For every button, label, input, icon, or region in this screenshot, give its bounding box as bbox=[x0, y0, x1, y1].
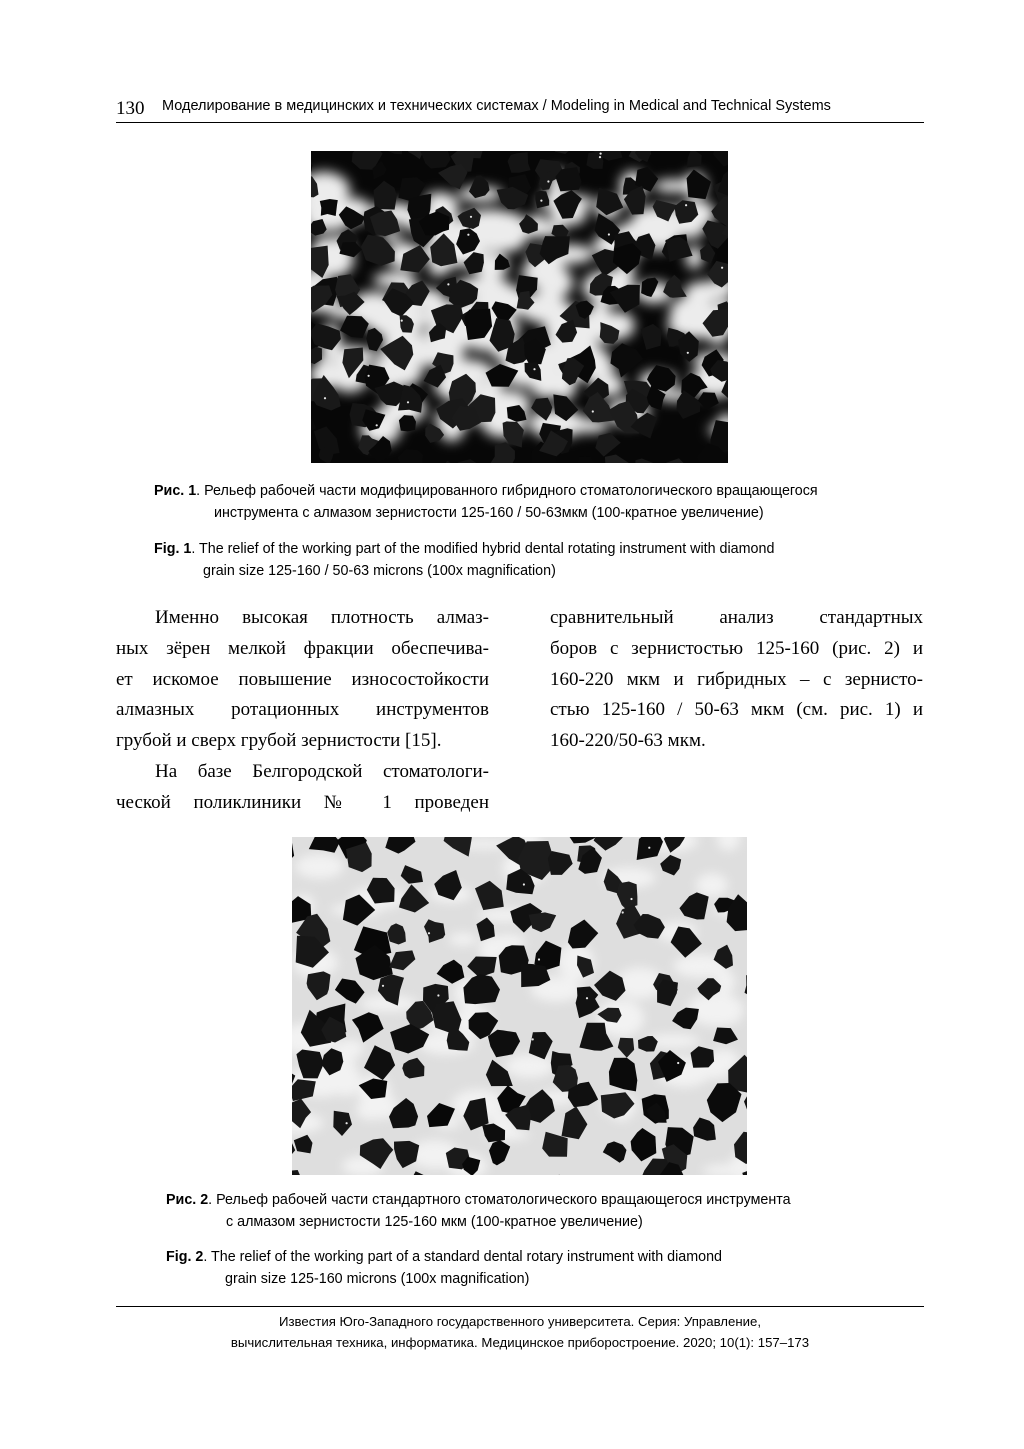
body-text-line: На базе Белгородской стоматологи- bbox=[155, 760, 489, 782]
figure-2-caption-en bbox=[166, 1247, 722, 1290]
body-text-line: ных зёрен мелкой фракции обеспечива- bbox=[116, 637, 489, 659]
body-text-line: сравнительный анализ стандартных bbox=[550, 607, 923, 628]
footer-line-2: вычислительная техника, информатика. Медицинское приборостроение. 2020; 10(1): 157–173 bbox=[230, 1335, 810, 1350]
footer-line-1: Известия Юго-Западного государственного университета. Серия: Управление, bbox=[279, 1314, 761, 1329]
body-text-line: грубой и сверх грубой зернистости [15]. bbox=[116, 730, 442, 752]
figure-1-caption-en-line1: . The relief of the working part of the modified hybrid dental rotating instrument with diamond bbox=[191, 541, 775, 557]
grain-highlight bbox=[608, 233, 610, 235]
figure-1-caption-ru-line2: инструмента с алмазом зернистости 125-160 / 50-63мкм (100-кратное увеличение) bbox=[214, 504, 764, 521]
body-left-column bbox=[116, 603, 489, 819]
grain-highlight bbox=[368, 375, 370, 377]
grain-highlight bbox=[586, 997, 588, 999]
grain-highlight bbox=[599, 156, 601, 158]
diamond-grain bbox=[320, 199, 338, 216]
bond-matrix-region bbox=[484, 239, 522, 251]
grain-highlight bbox=[630, 898, 632, 900]
body-text-line: алмазных ротационных инструментов bbox=[116, 699, 489, 721]
grain-highlight bbox=[428, 932, 430, 934]
body-text-line: Именно высокая плотность алмаз- bbox=[155, 607, 489, 628]
figure-1-caption-ru bbox=[154, 481, 818, 524]
grain-highlight bbox=[538, 958, 540, 960]
grain-highlight bbox=[447, 283, 449, 285]
bond-matrix-region bbox=[696, 873, 728, 897]
body-text-line: ет искомое повышение износостойкости bbox=[116, 668, 489, 690]
diamond-grain-micrograph-1 bbox=[311, 151, 728, 463]
figure-1-label-ru: Рис. 1 bbox=[154, 483, 197, 499]
figure-2-caption-ru-line2: с алмазом зернистости 125-160 мкм (100-кратное увеличение) bbox=[226, 1213, 643, 1230]
grain-highlight bbox=[540, 200, 542, 202]
grain-highlight bbox=[382, 985, 384, 987]
body-text-line: стью 125-160 / 50-63 мкм (см. рис. 1) и bbox=[550, 699, 923, 721]
grain-highlight bbox=[533, 368, 535, 370]
grain-highlight bbox=[622, 911, 624, 913]
figure-1-micrograph bbox=[311, 151, 728, 463]
grain-highlight bbox=[677, 1062, 679, 1064]
grain-highlight bbox=[547, 180, 549, 182]
grain-highlight bbox=[470, 216, 472, 218]
grain-highlight bbox=[376, 424, 378, 426]
grain-highlight bbox=[401, 320, 403, 322]
grain-highlight bbox=[648, 847, 650, 849]
figure-1-caption-ru-line1: . Рельеф рабочей части модифицированного гибридного стоматологического вращающегося bbox=[196, 483, 818, 499]
figure-2-caption-en-line2: grain size 125-160 microns (100x magnification) bbox=[225, 1270, 530, 1287]
figure-2-caption-ru bbox=[166, 1190, 791, 1233]
grain-highlight bbox=[600, 153, 602, 155]
bond-matrix-region bbox=[698, 1011, 741, 1026]
grain-highlight bbox=[687, 352, 689, 354]
grain-highlight bbox=[407, 401, 409, 403]
body-text-line: боров с зернистостью 125-160 (рис. 2) и bbox=[550, 637, 923, 659]
figure-2-caption-en-line1: . The relief of the working part of a standard dental rotary instrument with diamond bbox=[203, 1249, 723, 1265]
figure-2-micrograph bbox=[292, 837, 747, 1175]
bond-matrix-region bbox=[449, 933, 477, 946]
body-text-line: 160-220/50-63 мкм. bbox=[550, 730, 706, 752]
journal-citation bbox=[116, 1307, 924, 1353]
grain-highlight bbox=[523, 883, 525, 885]
figure-2-label-ru: Рис. 2 bbox=[166, 1192, 209, 1208]
running-title: Моделирование в медицинских и технических системах / Modeling in Medical and Technical Systems bbox=[162, 98, 831, 114]
body-text-line: 160-220 мкм и гибридных – с зернисто- bbox=[550, 668, 923, 690]
figure-2-caption-ru-line1: . Рельеф рабочей части стандартного стоматологического вращающегося инструмента bbox=[208, 1192, 791, 1208]
grain-highlight bbox=[437, 994, 439, 996]
running-header bbox=[116, 94, 924, 123]
grain-highlight bbox=[721, 267, 723, 269]
grain-highlight bbox=[467, 234, 469, 236]
diamond-grain bbox=[508, 152, 531, 173]
body-right-column bbox=[550, 603, 923, 757]
figure-1-caption-en-line2: grain size 125-160 / 50-63 microns (100x magnification) bbox=[203, 562, 556, 579]
figure-2-label-en: Fig. 2 bbox=[166, 1249, 204, 1265]
bond-matrix-region bbox=[295, 854, 343, 878]
grain-highlight bbox=[324, 397, 326, 399]
bond-matrix-region bbox=[505, 1055, 553, 1078]
grain-highlight bbox=[592, 410, 594, 412]
page-number: 130 bbox=[116, 98, 145, 119]
figure-1-caption-en bbox=[154, 539, 774, 582]
page-footer bbox=[116, 1306, 924, 1353]
grain-highlight bbox=[532, 1038, 534, 1040]
grain-highlight bbox=[685, 204, 687, 206]
body-text-line: ческой поликлиники № 1 проведен bbox=[116, 791, 489, 813]
diamond-grain-micrograph-2 bbox=[292, 837, 747, 1175]
figure-1-label-en: Fig. 1 bbox=[154, 541, 192, 557]
grain-highlight bbox=[346, 1122, 348, 1124]
